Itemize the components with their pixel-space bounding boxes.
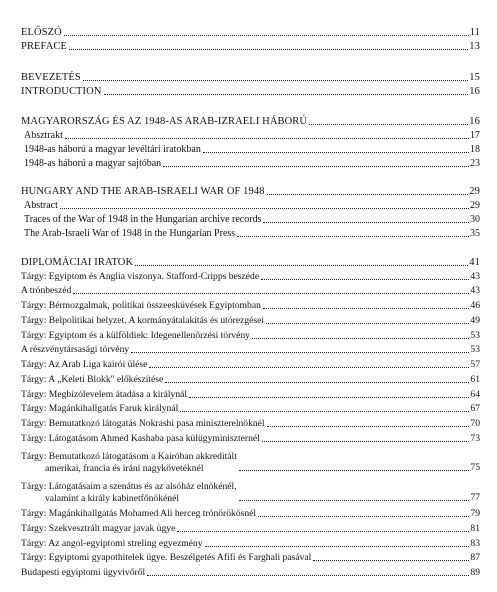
- dot-leader: [252, 338, 469, 339]
- toc-entry-page: 87: [470, 552, 480, 563]
- dot-leader: [104, 94, 469, 95]
- toc-entry-page: 43: [470, 285, 480, 296]
- toc-entry[interactable]: [24, 156, 480, 170]
- toc-entry[interactable]: [21, 328, 480, 342]
- dot-leader: [69, 49, 468, 50]
- toc-entry-page: 29: [470, 200, 480, 211]
- dot-leader: [258, 516, 469, 517]
- toc-entry-title: INTRODUCTION: [21, 86, 102, 97]
- toc-entry-page: 89: [470, 567, 480, 578]
- dot-leader: [73, 293, 469, 294]
- toc-entry-title: Tárgy: Megbízólevelem átadása a királynál: [21, 389, 188, 400]
- toc-entry-page: 75: [470, 462, 480, 473]
- dot-leader: [262, 441, 470, 442]
- toc-entry-page: 46: [470, 300, 480, 311]
- toc-entry-title: BEVEZETÉS: [21, 72, 81, 83]
- toc-entry-page: 73: [470, 433, 480, 444]
- toc-entry-page: 67: [470, 403, 480, 414]
- dot-leader: [165, 382, 469, 383]
- toc-entry-title: 1948-as háború a magyar sajtóban: [24, 158, 162, 169]
- toc-entry-title: Tárgy: Bérmozgalmak, politikai összeesküvések Egyiptomban: [21, 300, 261, 311]
- toc-entry-page: 13: [469, 41, 480, 52]
- toc-entry[interactable]: [24, 226, 480, 240]
- dot-leader: [64, 35, 469, 36]
- dot-leader: [147, 575, 469, 576]
- dot-leader: [263, 222, 469, 223]
- toc-entry[interactable]: [21, 357, 480, 371]
- dot-leader: [203, 152, 469, 153]
- toc-entry[interactable]: [21, 550, 480, 564]
- toc-entry-page: 53: [470, 344, 480, 355]
- toc-entry-page: 77: [470, 492, 480, 503]
- dot-leader: [309, 124, 468, 125]
- dot-leader: [239, 500, 470, 501]
- toc-entry[interactable]: [21, 70, 480, 84]
- toc-entry[interactable]: [21, 255, 480, 269]
- toc-entry-title-continuation: amerikai, francia és iráni nagykövetéknél: [45, 462, 204, 474]
- toc-entry-title: MAGYARORSZÁG ÉS AZ 1948-AS ARAB-IZRAELI HÁBORÚ: [21, 116, 308, 127]
- dot-leader: [189, 397, 469, 398]
- toc-entry-page: 16: [469, 116, 480, 127]
- toc-entry-title: HUNGARY AND THE ARAB-ISRAELI WAR OF 1948: [21, 186, 265, 197]
- dot-leader: [60, 208, 469, 209]
- toc-entry-page: 30: [470, 214, 480, 225]
- toc-entry-title: Tárgy: Belpolitikai helyzet. A kormányátalakítás és utórezgései: [21, 315, 265, 326]
- toc-entry-title: DIPLOMÁCIAI IRATOK: [21, 257, 134, 268]
- toc-entry-page: 17: [470, 130, 480, 141]
- toc-entry-title: A trónbeszéd: [21, 285, 72, 296]
- toc-entry-title: Absztrakt: [24, 130, 63, 141]
- toc-entry-page: 61: [470, 374, 480, 385]
- toc-entry-page: 43: [470, 271, 480, 282]
- toc-entry-page: 53: [470, 330, 480, 341]
- toc-entry-title: Tárgy: Egyiptom és a külföldiek: Idegenellenőrzési törvény: [21, 330, 250, 341]
- dot-leader: [65, 138, 469, 139]
- toc-entry[interactable]: [21, 565, 480, 579]
- toc-entry-title: Tárgy: Szekvesztrált magyar javak ügye: [21, 523, 176, 534]
- toc-entry-page: 70: [470, 418, 480, 429]
- dot-leader: [266, 323, 469, 324]
- dot-leader: [83, 80, 468, 81]
- toc-entry[interactable]: [24, 128, 480, 142]
- toc-entry[interactable]: [21, 401, 480, 415]
- toc-entry-page: 81: [470, 523, 480, 534]
- toc-entry-page: 15: [469, 72, 480, 83]
- toc-entry[interactable]: [21, 114, 480, 128]
- toc-entry-title: Tárgy: Bemutatkozó látogatás Nokrashi pasa miniszterelnöknél: [21, 418, 265, 429]
- dot-leader: [263, 308, 470, 309]
- toc-entry[interactable]: [21, 536, 480, 550]
- toc-entry[interactable]: [24, 212, 480, 226]
- toc-entry[interactable]: [21, 84, 480, 98]
- toc-entry[interactable]: [21, 372, 480, 386]
- toc-entry-title: 1948-as háború a magyar levéltári iratokban: [24, 144, 201, 155]
- dot-leader: [267, 426, 470, 427]
- toc-entry[interactable]: [21, 39, 480, 53]
- toc-entry[interactable]: [21, 521, 480, 535]
- dot-leader: [261, 279, 469, 280]
- toc-entry[interactable]: [21, 269, 480, 283]
- toc-entry[interactable]: [24, 142, 480, 156]
- toc-entry-title: Tárgy: Az Arab Liga kairói ülése: [21, 359, 148, 370]
- toc-entry-title: Traces of the War of 1948 in the Hungarian archive records: [24, 214, 262, 225]
- toc-entry-page: 49: [470, 315, 480, 326]
- toc-entry-title: Tárgy: Látogatásaim a szenátus és az alsóház elnökénél,: [21, 481, 237, 492]
- toc-entry[interactable]: [21, 431, 480, 445]
- dot-leader: [205, 546, 470, 547]
- toc-entry-title: Tárgy: A „Keleti Blokk" előkészítése: [21, 374, 164, 385]
- toc-entry-title: A részvénytársasági törvény: [21, 344, 130, 355]
- dot-leader: [239, 470, 470, 471]
- toc-entry[interactable]: [21, 184, 480, 198]
- toc-entry-page: 79: [470, 508, 480, 519]
- toc-entry-page: 64: [470, 389, 480, 400]
- toc-entry-page: 35: [470, 228, 480, 239]
- toc-entry-title-continuation: valamint a király kabinetfőnökénél: [45, 492, 179, 504]
- toc-entry-page: 57: [470, 359, 480, 370]
- toc-entry-title: Tárgy: Látogatásom Ahmed Kashaba pasa külügyminiszternél: [21, 433, 260, 444]
- toc-entry-title: ELŐSZÓ: [21, 27, 62, 38]
- dot-leader: [149, 367, 469, 368]
- toc-entry-title: Tárgy: Magánkihallgatás Faruk királynál: [21, 403, 179, 414]
- toc-entry[interactable]: [21, 446, 480, 474]
- toc-entry-title: The Arab-Israeli War of 1948 in the Hungarian Press: [24, 228, 236, 239]
- dot-leader: [313, 560, 469, 561]
- dot-leader: [180, 411, 469, 412]
- toc-entry[interactable]: [21, 298, 480, 312]
- toc-entry-title: Tárgy: Egyiptomi gyapothitelek ügye. Beszélgetés Afifi és Farghali pasával: [21, 552, 312, 563]
- dot-leader: [163, 166, 469, 167]
- toc-entry[interactable]: [21, 25, 480, 39]
- toc-entry[interactable]: [21, 476, 480, 504]
- dot-leader: [237, 236, 469, 237]
- toc-entry-title: Tárgy: Magánkihallgatás Mohamed Ali herceg trónörökösnél: [21, 508, 257, 519]
- toc-entry[interactable]: [24, 198, 480, 212]
- toc-entry[interactable]: [21, 416, 480, 430]
- toc-entry[interactable]: [21, 342, 480, 356]
- toc-entry[interactable]: [21, 313, 480, 327]
- toc-entry-title: Tárgy: Bemutatkozó látogatásom a Kairóban akkreditált: [21, 451, 237, 462]
- toc-entry-page: 23: [470, 158, 480, 169]
- toc-entry-title: Abstract: [24, 200, 58, 211]
- dot-leader: [177, 531, 469, 532]
- toc-entry-page: 83: [470, 538, 480, 549]
- toc-entry-title: Tárgy: Az angol-egyiptomi streling egyezmény: [21, 538, 203, 549]
- toc-entry-title: PREFACE: [21, 41, 68, 52]
- dot-leader: [267, 194, 469, 195]
- dot-leader: [131, 352, 469, 353]
- toc-entry-page: 18: [470, 144, 480, 155]
- toc-entry-page: 11: [469, 27, 480, 38]
- toc-entry-page: 29: [469, 186, 480, 197]
- toc-entry[interactable]: [21, 283, 480, 297]
- toc-entry-title: Tárgy: Egyiptom és Anglia viszonya. Stafford-Cripps beszéde: [21, 271, 260, 282]
- toc-entry-page: 41: [469, 257, 480, 268]
- toc-entry-title: Budapesti egyiptomi ügyvivőről: [21, 567, 146, 578]
- toc-entry-page: 16: [469, 86, 480, 97]
- toc-entry[interactable]: [21, 506, 480, 520]
- toc-entry[interactable]: [21, 387, 480, 401]
- dot-leader: [135, 265, 468, 266]
